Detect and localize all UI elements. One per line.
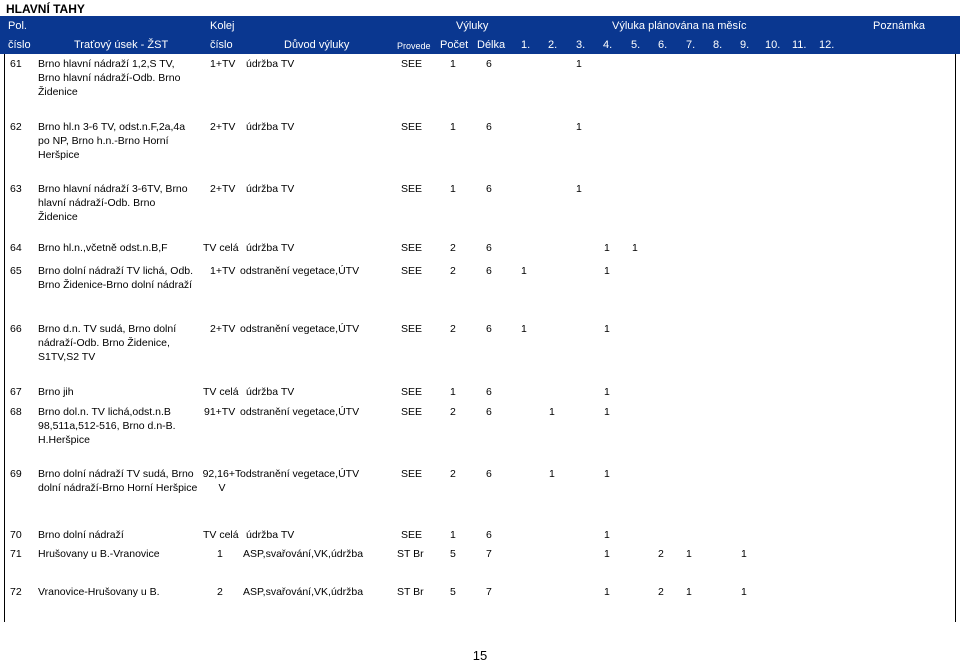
row-number: 70 xyxy=(10,529,22,541)
row-track: 91+TV xyxy=(204,406,236,418)
row-count: 1 xyxy=(450,183,456,195)
table-header xyxy=(0,16,960,54)
row-section: Brno d.n. TV sudá, Brno dolní nádraží-Odb. Brno Židenice, S1TV,S2 TV xyxy=(38,323,177,363)
row-length: 6 xyxy=(486,265,492,277)
row-track: TV celá xyxy=(203,529,239,541)
row-month-4: 1 xyxy=(604,323,610,335)
row-month-4: 1 xyxy=(604,386,610,398)
row-month-4: 1 xyxy=(604,468,610,480)
row-section: Hrušovany u B.-Vranovice xyxy=(38,548,160,560)
row-length: 7 xyxy=(486,548,492,560)
row-by: SEE xyxy=(401,121,423,133)
row-month-6: 2 xyxy=(658,586,664,598)
row-month-9: 1 xyxy=(741,548,747,560)
row-reason: odstranění vegetace,ÚTV xyxy=(240,468,360,480)
row-reason: odstranění vegetace,ÚTV xyxy=(240,323,360,335)
row-reason: ASP,svařování,VK,údržba xyxy=(243,586,364,598)
row-section: Vranovice-Hrušovany u B. xyxy=(38,586,160,598)
header-vyluka-planovana: Výluka plánována na měsíc xyxy=(612,20,747,32)
row-length: 6 xyxy=(486,529,492,541)
row-count: 2 xyxy=(450,323,456,335)
row-by: ST Br xyxy=(397,548,424,560)
row-month-4: 1 xyxy=(604,548,610,560)
row-length: 6 xyxy=(486,121,492,133)
header-month-8: 8. xyxy=(713,39,723,51)
row-number: 72 xyxy=(10,586,22,598)
row-number: 64 xyxy=(10,242,22,254)
row-track: 1+TV xyxy=(210,58,236,70)
header-provede: Provede xyxy=(397,41,431,51)
row-number: 66 xyxy=(10,323,22,335)
header-duvod: Důvod výluky xyxy=(284,39,350,51)
row-month-5: 1 xyxy=(632,242,638,254)
row-count: 5 xyxy=(450,586,456,598)
row-reason: údržba TV xyxy=(246,386,295,398)
row-month-4: 1 xyxy=(604,586,610,598)
table-left-border xyxy=(4,54,5,622)
row-section: Brno dol.n. TV lichá,odst.n.B 98,511a,512-516, Brno d.n-B. H.Heršpice xyxy=(38,406,176,446)
row-number: 65 xyxy=(10,265,22,277)
row-month-2: 1 xyxy=(549,406,555,418)
row-by: ST Br xyxy=(397,586,424,598)
row-count: 2 xyxy=(450,406,456,418)
row-month-4: 1 xyxy=(604,242,610,254)
row-length: 6 xyxy=(486,58,492,70)
row-length: 6 xyxy=(486,242,492,254)
row-count: 1 xyxy=(450,386,456,398)
row-section: Brno dolní nádraží xyxy=(38,529,124,541)
row-month-7: 1 xyxy=(686,586,692,598)
header-pocet: Počet xyxy=(440,39,469,51)
header-month-4: 4. xyxy=(603,39,613,51)
row-month-4: 1 xyxy=(604,406,610,418)
row-by: SEE xyxy=(401,242,423,254)
row-month-3: 1 xyxy=(576,58,582,70)
row-track: 1 xyxy=(217,548,223,560)
row-length: 6 xyxy=(486,468,492,480)
row-section: Brno hl.n 3-6 TV, odst.n.F,2a,4a po NP, Brno h.n.-Brno Horní Heršpice xyxy=(38,121,186,161)
row-track: TV celá xyxy=(203,242,239,254)
header-month-1: 1. xyxy=(521,39,531,51)
row-section: Brno hlavní nádraží 3-6TV, Brno hlavní nádraží-Odb. Brno Židenice xyxy=(38,183,188,223)
row-reason: údržba TV xyxy=(246,183,295,195)
row-length: 6 xyxy=(486,406,492,418)
row-reason: údržba TV xyxy=(246,121,295,133)
row-track: 2+TV xyxy=(210,183,236,195)
header-cislo: číslo xyxy=(8,39,31,51)
row-month-2: 1 xyxy=(549,468,555,480)
page-title: HLAVNÍ TAHY xyxy=(6,2,85,16)
header-poznamka: Poznámka xyxy=(873,20,925,32)
row-section: Brno dolní nádraží TV sudá, Brno dolní nádraží-Brno Horní Heršpice xyxy=(38,468,198,494)
row-month-7: 1 xyxy=(686,548,692,560)
row-by: SEE xyxy=(401,386,423,398)
header-month-12: 12. xyxy=(819,39,835,51)
row-number: 67 xyxy=(10,386,22,398)
row-number: 71 xyxy=(10,548,22,560)
row-section: Brno hl.n.,včetně odst.n.B,F xyxy=(38,242,168,254)
row-count: 1 xyxy=(450,121,456,133)
row-number: 68 xyxy=(10,406,22,418)
header-month-6: 6. xyxy=(658,39,668,51)
row-count: 2 xyxy=(450,468,456,480)
row-by: SEE xyxy=(401,406,423,418)
page-number: 15 xyxy=(472,648,488,663)
row-reason: odstranění vegetace,ÚTV xyxy=(240,406,360,418)
header-kolej: Kolej xyxy=(210,20,235,32)
row-by: SEE xyxy=(401,323,423,335)
row-number: 69 xyxy=(10,468,22,480)
row-month-1: 1 xyxy=(521,265,527,277)
row-track: 2 xyxy=(217,586,223,598)
header-month-7: 7. xyxy=(686,39,696,51)
row-month-4: 1 xyxy=(604,529,610,541)
row-section: Brno hlavní nádraží 1,2,S TV, Brno hlavní nádraží-Odb. Brno Židenice xyxy=(38,58,181,98)
row-month-4: 1 xyxy=(604,265,610,277)
header-month-9: 9. xyxy=(740,39,750,51)
row-by: SEE xyxy=(401,265,423,277)
row-month-9: 1 xyxy=(741,586,747,598)
header-month-11: 11. xyxy=(792,39,807,51)
row-month-6: 2 xyxy=(658,548,664,560)
row-reason: údržba TV xyxy=(246,242,295,254)
row-number: 63 xyxy=(10,183,22,195)
row-count: 2 xyxy=(450,242,456,254)
row-reason: odstranění vegetace,ÚTV xyxy=(240,265,360,277)
header-pol: Pol. xyxy=(8,20,27,32)
header-vyluky: Výluky xyxy=(456,20,489,32)
header-delka: Délka xyxy=(477,39,506,51)
row-reason: ASP,svařování,VK,údržba xyxy=(243,548,364,560)
row-count: 2 xyxy=(450,265,456,277)
row-month-1: 1 xyxy=(521,323,527,335)
row-count: 5 xyxy=(450,548,456,560)
row-reason: údržba TV xyxy=(246,529,295,541)
row-reason: údržba TV xyxy=(246,58,295,70)
row-length: 6 xyxy=(486,386,492,398)
row-length: 6 xyxy=(486,183,492,195)
header-month-10: 10. xyxy=(765,39,781,51)
row-track: 2+TV xyxy=(210,323,236,335)
row-month-3: 1 xyxy=(576,121,582,133)
row-by: SEE xyxy=(401,58,423,70)
row-track: TV celá xyxy=(203,386,239,398)
row-by: SEE xyxy=(401,529,423,541)
row-length: 6 xyxy=(486,323,492,335)
row-count: 1 xyxy=(450,529,456,541)
row-by: SEE xyxy=(401,468,423,480)
table-right-border xyxy=(955,54,956,622)
header-month-2: 2. xyxy=(548,39,558,51)
row-track: 1+TV xyxy=(210,265,236,277)
row-section: Brno dolní nádraží TV lichá, Odb. Brno Židenice-Brno dolní nádraží xyxy=(38,265,194,291)
row-count: 1 xyxy=(450,58,456,70)
row-month-3: 1 xyxy=(576,183,582,195)
row-track: 2+TV xyxy=(210,121,236,133)
row-section: Brno jih xyxy=(38,386,74,398)
row-by: SEE xyxy=(401,183,423,195)
row-length: 7 xyxy=(486,586,492,598)
header-month-3: 3. xyxy=(576,39,586,51)
row-number: 61 xyxy=(10,58,22,70)
row-track: 92,16+T V xyxy=(202,468,242,494)
header-cislo-koleje: číslo xyxy=(210,39,233,51)
header-month-5: 5. xyxy=(631,39,641,51)
row-number: 62 xyxy=(10,121,22,133)
header-tratovy-usek: Traťový úsek - ŽST xyxy=(74,39,169,51)
